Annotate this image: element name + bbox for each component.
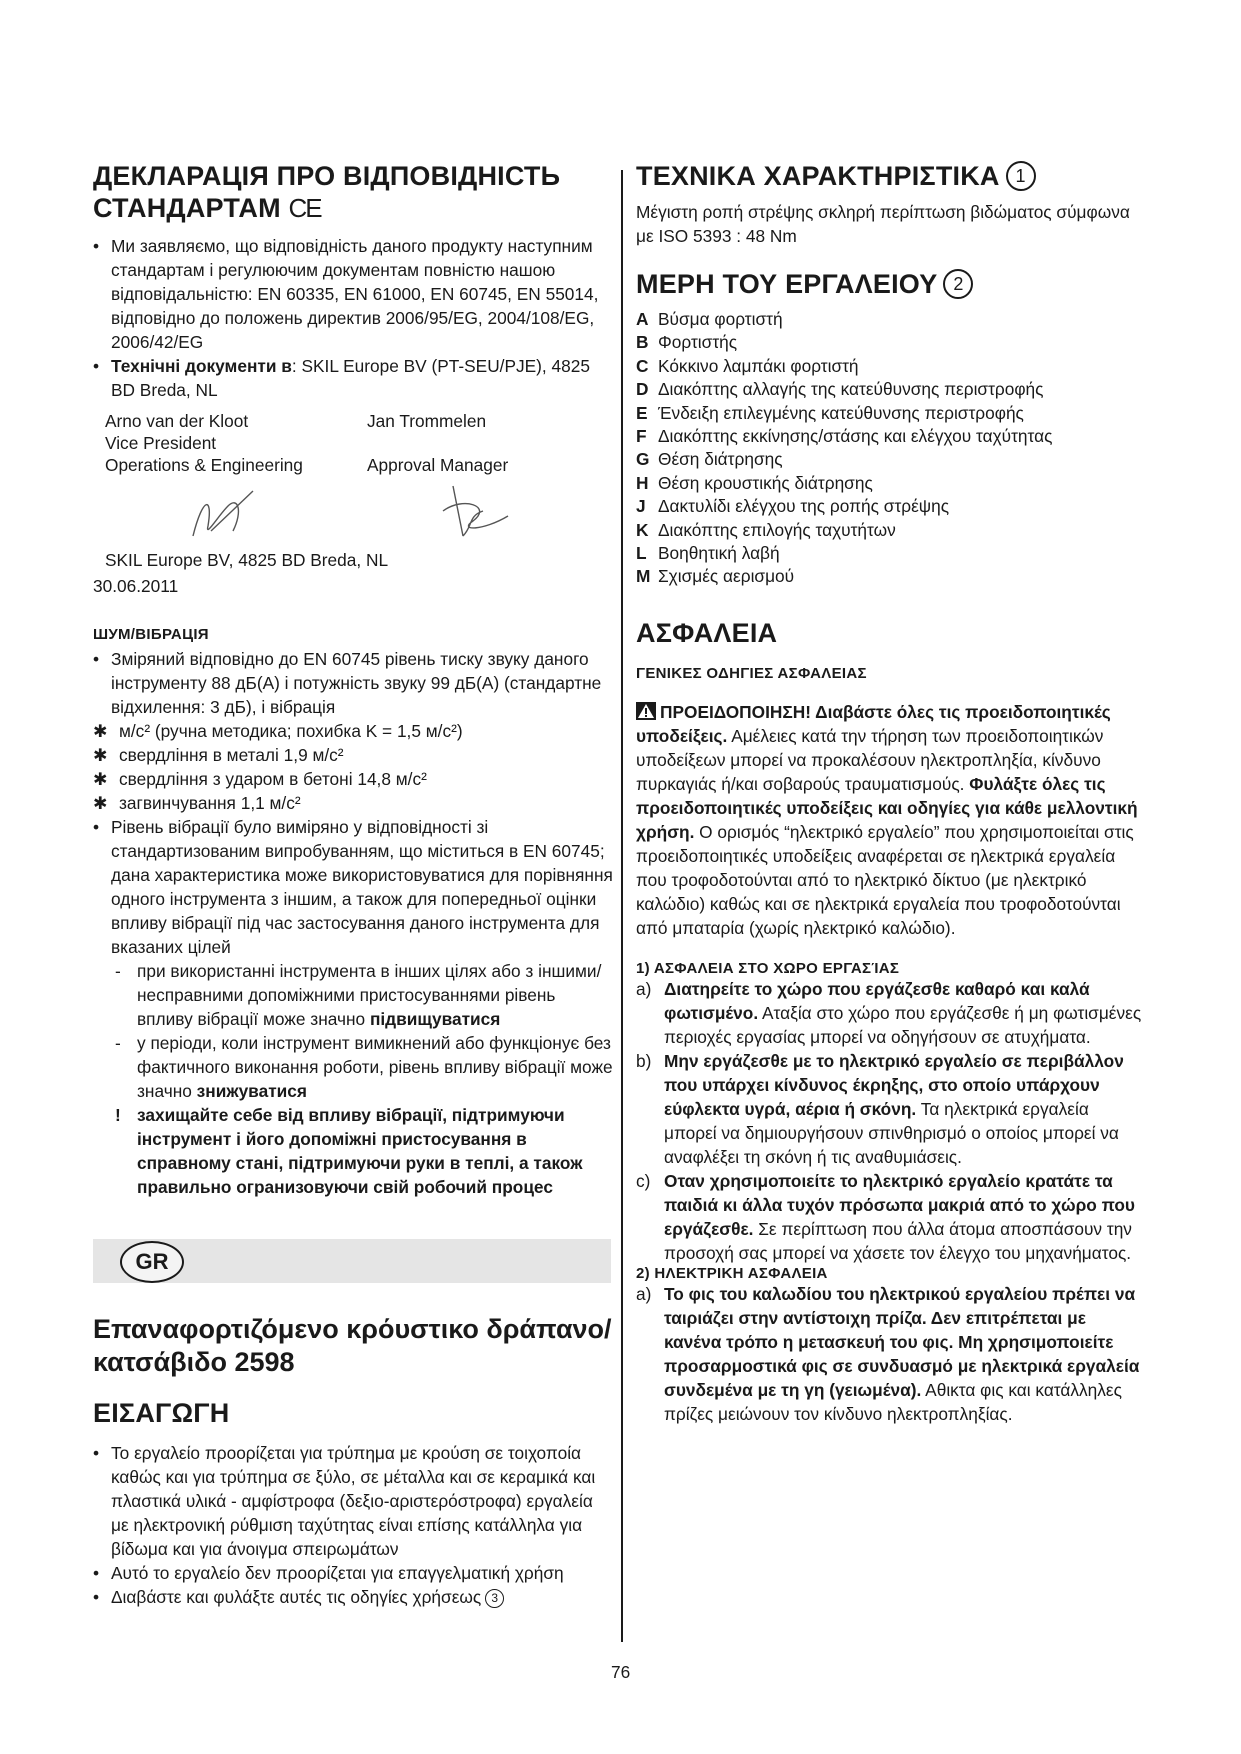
vibration-item: ✱ загвинчування 1,1 м/с² <box>93 793 301 813</box>
parts-list-item: E Ένδειξη επιλεγμένης κατεύθυνσης περιστροφής <box>636 402 1024 423</box>
noise-bullet: • Зміряний відповідно до EN 60745 рівень тиску звуку даного інструменту 88 дБ(A) і потужність звуку 99 дБ(A) (стандартне відхилення: 3 дБ), і вібрація <box>93 649 602 717</box>
signatory-1-title: Vice President <box>105 433 217 453</box>
parts-list <box>636 308 1146 589</box>
signatures <box>93 476 613 548</box>
vibration-item: ✱ свердління з ударом в бетоні 14,8 м/с² <box>93 769 427 789</box>
parts-list-item: F Διακόπτης εκκίνησης/στάσης και ελέγχου ταχύτητας <box>636 426 1053 447</box>
signatories <box>105 410 613 476</box>
left-column <box>93 160 613 1609</box>
declaration-heading: ДЕКЛАРАЦІЯ ПРО ВІДПОВІДНІСТЬ СТАНДАРТАМ CE <box>93 161 561 223</box>
right-column <box>636 160 1146 1426</box>
signatory-1-dept: Operations & Engineering <box>105 455 303 475</box>
safety-heading: ΑΣΦΑΛΕΙΑ <box>636 617 778 648</box>
figure-ref-badge: 2 <box>943 269 973 299</box>
safety-rule: a) Το φις του καλωδίου του ηλεκτρικού εργαλείου πρέπει να ταιριάζει στην αντίστοιχη πρίζα. Δεν επιτρέπεται με κανένα τρόπο η μετασκευή του φις. Μη χρησιμοποιείτε προσαρμοστικά φις σε συνδυασμό με ηλεκτρικά εργαλεία συνδεμένα με τη γη (γειωμένα). Αθικτα φις και κατάλληλες πρίζες μειώνουν τον κίνδυνο ηλεκτροπληξίας. <box>636 1283 1140 1424</box>
safety-warning: ΠΡΟΕΙΔΟΠΟΙΗΣΗ! Διαβάστε όλες τις προειδοποιητικές υποδείξεις. Αμέλειες κατά την τήρηση των προειδοποιητικών υποδείξεων μπορεί να προκαλέσουν ηλεκτροπληξία, κίνδυνο πυρκαγιάς ή/και σοβαρούς τραυματισμούς. Φυλάξτε όλες τις προειδοποιητικές υποδείξεις και οδηγίες για κάθε μελλοντική χρήση. Ο ορισμός “ηλεκτρικό εργαλείο” που χρησιμοποιείται στις προειδοποιητικές υποδείξεις αναφέρεται σε ηλεκτρικά εργαλεία που τροφοδοτούνται από το ηλεκτρικό δίκτυο (με ηλεκτρικό καλώδιο) καθώς και σε ηλεκτρικά εργαλεία που τροφοδοτούνται από μπαταρία (χωρίς ηλεκτρικό καλώδιο). <box>636 701 1138 938</box>
safety-rule: b) Μην εργάζεσθε με το ηλεκτρικό εργαλείο σε περιβάλλον που υπάρχει κίνδυνος έκρηξης, στο οποίο υπάρχουν εύφλεκτα υγρά, αέρια ή σκόνη. Τα ηλεκτρικά εργαλεία μπορεί να δημιουργήσουν σπινθηρισμό ο οποίος μπορεί να αναφλέξει τη σκόνη ή τις αναθυμιάσεις. <box>636 1050 1124 1167</box>
vibration-unit: ✱ м/с² (ручна методика; похибка K = 1,5 м/с²) <box>93 721 463 741</box>
parts-list-item: K Διακόπτης επιλογής ταχυτήτων <box>636 519 896 540</box>
parts-list-item: A Βύσμα φορτιστή <box>636 309 783 329</box>
parts-list-item: G Θέση διάτρησης <box>636 449 783 470</box>
declaration-bullet: • Ми заявляємо, що відповідність даного продукту наступним стандартам і регулюючим документам повністю нашою відповідальністю: EN 60335, EN 61000, EN 60745, EN 55014, відповідно до положень директив 2006/95/EG, 2004/108/EG, 2006/42/EG <box>93 236 599 352</box>
signatory-2-name: Jan Trommelen <box>367 411 487 431</box>
noise-heading: ШУМ/ВІБРАЦІЯ <box>93 626 209 643</box>
safety-rule: c) Οταν χρησιμοποιείτε το ηλεκτρικό εργαλείο κρατάτε τα παιδιά κι άλλα τυχόν πρόσωπα μακριά από το χώρο που εργάζεσθε. Σε περίπτωση που άλλα άτομα αποσπάσουν την προσοχή σας μπορεί να χάσετε τον έλεγχο του μηχανήματος. <box>636 1170 1135 1263</box>
parts-list-item: C Κόκκινο λαμπάκι φορτιστή <box>636 355 859 376</box>
general-safety-heading: ΓΕΝΙΚΕΣ ΟΔΗΓΙΕΣ ΑΣΦΑΛΕΙΑΣ <box>636 664 867 682</box>
ce-mark: CE <box>288 193 321 223</box>
parts-list-item: L Βοηθητική λαβή <box>636 543 780 564</box>
column-divider <box>621 170 623 1642</box>
signature-date: 30.06.2011 <box>93 576 179 596</box>
page-number: 76 <box>611 1662 631 1682</box>
intro-heading: ΕΙΣΑΓΩΓΗ <box>93 1398 230 1428</box>
signatory-1-name: Arno van der Kloot <box>105 411 249 431</box>
vibration-bullet: • Рівень вібрації було виміряно у відповідності зі стандартизованим випробуванням, що міститься в EN 60745; дана характеристика може використовуватися для порівняння одного інструмента з іншим, а також для попередньої оцінки впливу вібрації під час застосування даного інструмента для вказаних цілей <box>93 817 613 957</box>
technical-docs-bullet: • Технічні документи в: SKIL Europe BV (PT-SEU/PJE), 4825 BD Breda, NL <box>93 356 590 400</box>
vibration-item: ✱ свердління в металі 1,9 м/с² <box>93 745 344 765</box>
parts-list-item: D Διακόπτης αλλαγής της κατεύθυνσης περιστροφής <box>636 379 1044 400</box>
language-band <box>93 1239 611 1283</box>
signatory-2-title: Approval Manager <box>367 455 509 475</box>
parts-heading: ΜΕΡΗ ΤΟΥ ΕΡΓΑΛΕΙΟΥ 2 <box>636 268 1146 300</box>
warning-icon <box>636 702 656 720</box>
intro-bullet: • Αυτό το εργαλείο δεν προορίζεται για επαγγελματική χρήση <box>93 1563 564 1583</box>
product-title: Επαναφορτιζόμενο κρόυστικο δράπανο/κατσάβιδο 2598 <box>93 1314 612 1377</box>
tech-heading: ΤΕΧΝΙΚΑ ΧΑΡΑΚΤΗΡΙΣΤΙΚΑ 1 <box>636 160 1146 192</box>
figure-ref-badge: 1 <box>1006 161 1036 191</box>
vibration-dash: - у періоди, коли інструмент вимикнений або функціонує без фактичного виконання роботи, рівень впливу вібрації може значно знижуватися <box>115 1033 613 1101</box>
parts-list-item: H Θέση κρουστικής διάτρησης <box>636 472 873 493</box>
parts-list-item: B Φορτιστής <box>636 332 738 353</box>
signature-1-image <box>173 476 273 546</box>
figure-ref-badge: 3 <box>485 1589 504 1608</box>
intro-bullet: • Το εργαλείο προορίζεται για τρύπημα με κρούση σε τοιχοποία καθώς και για τρύπημα σε ξύλο, σε μέταλλα και σε κεραμικά και πλαστικά υλικά - αμφίστροφα (δεξιο-αριστερόστροφα) εργαλεία με ηλεκτρονική ρύθμιση ταχύτητας είναι επίσης κατάλληλα για βίδωμα και για άνοιγμα σπειρωμάτων <box>93 1443 596 1559</box>
parts-list-item: M Σχισμές αερισμού <box>636 566 795 587</box>
work-area-heading: 1) ΑΣΦΑΛΕΙΑ ΣΤΟ ΧΩΡΟ ΕΡΓΑΣΊΑΣ <box>636 959 900 977</box>
electrical-safety-heading: 2) ΗΛΕΚΤΡΙΚΗ ΑΣΦΑΛΕΙΑ <box>636 1264 828 1282</box>
safety-rule: a) Διατηρείτε το χώρο που εργάζεσθε καθαρό και καλά φωτισμένο. Αταξία στο χώρο που εργάζεσθε ή μη φωτισμένες περιοχές εργασίας μπορεί να οδηγήσουν σε ατυχήματα. <box>636 978 1142 1047</box>
parts-list-item: J Δακτυλίδι ελέγχου της ροπής στρέψης <box>636 496 950 517</box>
vibration-warning: ! захищайте себе від впливу вібрації, підтримуючи інструмент і його допоміжні пристосування в справному стані, підтримуючи руки в теплі, а також правильно огранизовуючи свій робочий процес <box>115 1105 583 1197</box>
language-badge: GR <box>120 1241 184 1283</box>
tech-text: Μέγιστη ροπή στρέψης σκληρή περίπτωση βιδώματος σύμφωνα με ISO 5393 : 48 Nm <box>636 202 1130 246</box>
intro-bullet: • Διαβάστε και φυλάξτε αυτές τις οδηγίες χρήσεως 3 <box>93 1585 613 1609</box>
vibration-dash: - при використанні інструмента в інших цілях або з іншими/несправними допоміжними пристосуваннями рівень впливу вібрації може значно підвищуватися <box>115 961 602 1029</box>
signature-2-image <box>423 476 523 546</box>
signature-company: SKIL Europe BV, 4825 BD Breda, NL <box>105 550 389 570</box>
